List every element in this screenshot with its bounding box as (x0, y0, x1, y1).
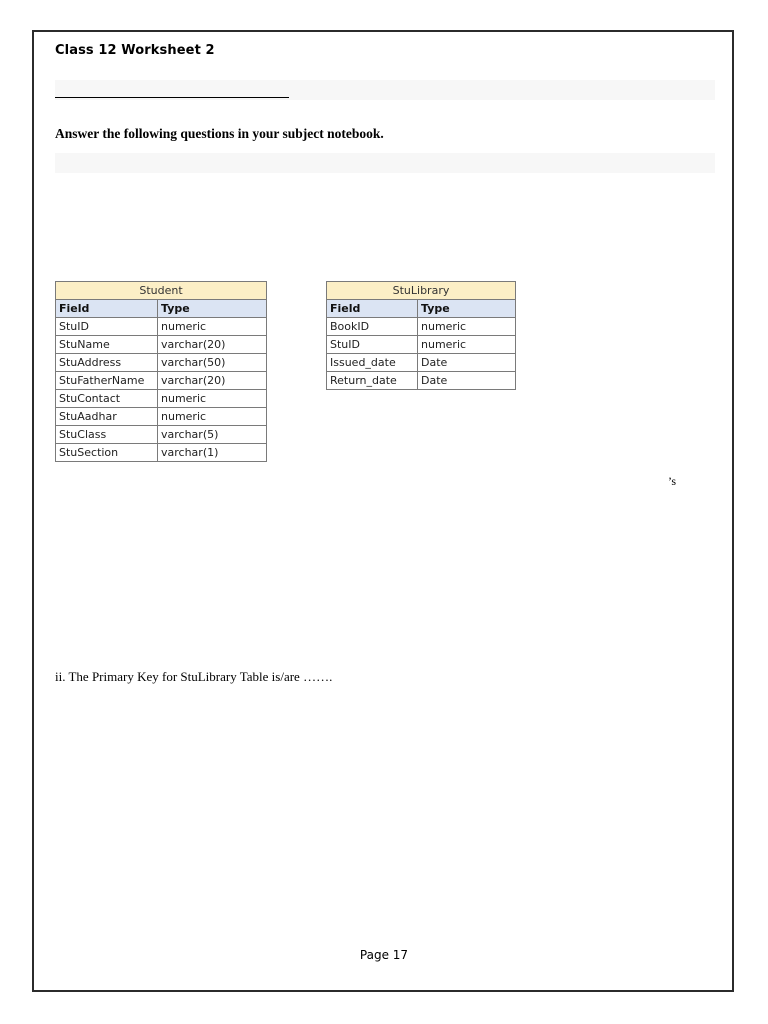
stulibrary-table (326, 281, 516, 390)
field-cell: StuClass (56, 426, 158, 444)
name-underline (55, 97, 289, 98)
table-row (56, 426, 267, 444)
type-cell: varchar(5) (158, 426, 267, 444)
field-cell: Issued_date (327, 354, 418, 372)
type-cell: numeric (158, 318, 267, 336)
stray-apostrophe-text: ’s (668, 474, 677, 488)
student-table-caption: Student (56, 282, 267, 300)
stulibrary-table-caption: StuLibrary (327, 282, 516, 300)
table-caption-row (56, 282, 267, 300)
type-cell: numeric (158, 408, 267, 426)
table-row (327, 354, 516, 372)
type-cell: Date (418, 354, 516, 372)
type-cell: numeric (158, 390, 267, 408)
table-header-row (327, 300, 516, 318)
table-caption-row (327, 282, 516, 300)
field-cell: BookID (327, 318, 418, 336)
field-cell: Return_date (327, 372, 418, 390)
type-cell: Date (418, 372, 516, 390)
header-type: Type (158, 300, 267, 318)
page-number: Page 17 (359, 948, 409, 962)
table-row (327, 336, 516, 354)
table-row (56, 390, 267, 408)
header-field: Field (327, 300, 418, 318)
faint-band-middle (55, 153, 715, 173)
question-ii: ii. The Primary Key for StuLibrary Table is/are ……. (55, 669, 333, 684)
field-cell: StuFatherName (56, 372, 158, 390)
field-cell: StuSection (56, 444, 158, 462)
header-field: Field (56, 300, 158, 318)
type-cell: varchar(1) (158, 444, 267, 462)
field-cell: StuID (56, 318, 158, 336)
field-cell: StuContact (56, 390, 158, 408)
table-header-row (56, 300, 267, 318)
table-row (56, 444, 267, 462)
field-cell: StuAddress (56, 354, 158, 372)
worksheet-title: Class 12 Worksheet 2 (55, 43, 215, 58)
table-row (327, 372, 516, 390)
type-cell: varchar(50) (158, 354, 267, 372)
field-cell: StuID (327, 336, 418, 354)
type-cell: varchar(20) (158, 336, 267, 354)
page-border (32, 30, 734, 992)
table-row (327, 318, 516, 336)
type-cell: numeric (418, 318, 516, 336)
table-row (56, 354, 267, 372)
instruction-text: Answer the following questions in your subject notebook. (55, 126, 384, 141)
type-cell: numeric (418, 336, 516, 354)
student-table (55, 281, 267, 462)
header-type: Type (418, 300, 516, 318)
type-cell: varchar(20) (158, 372, 267, 390)
table-row (56, 336, 267, 354)
table-row (56, 372, 267, 390)
table-row (56, 318, 267, 336)
table-row (56, 408, 267, 426)
field-cell: StuName (56, 336, 158, 354)
field-cell: StuAadhar (56, 408, 158, 426)
